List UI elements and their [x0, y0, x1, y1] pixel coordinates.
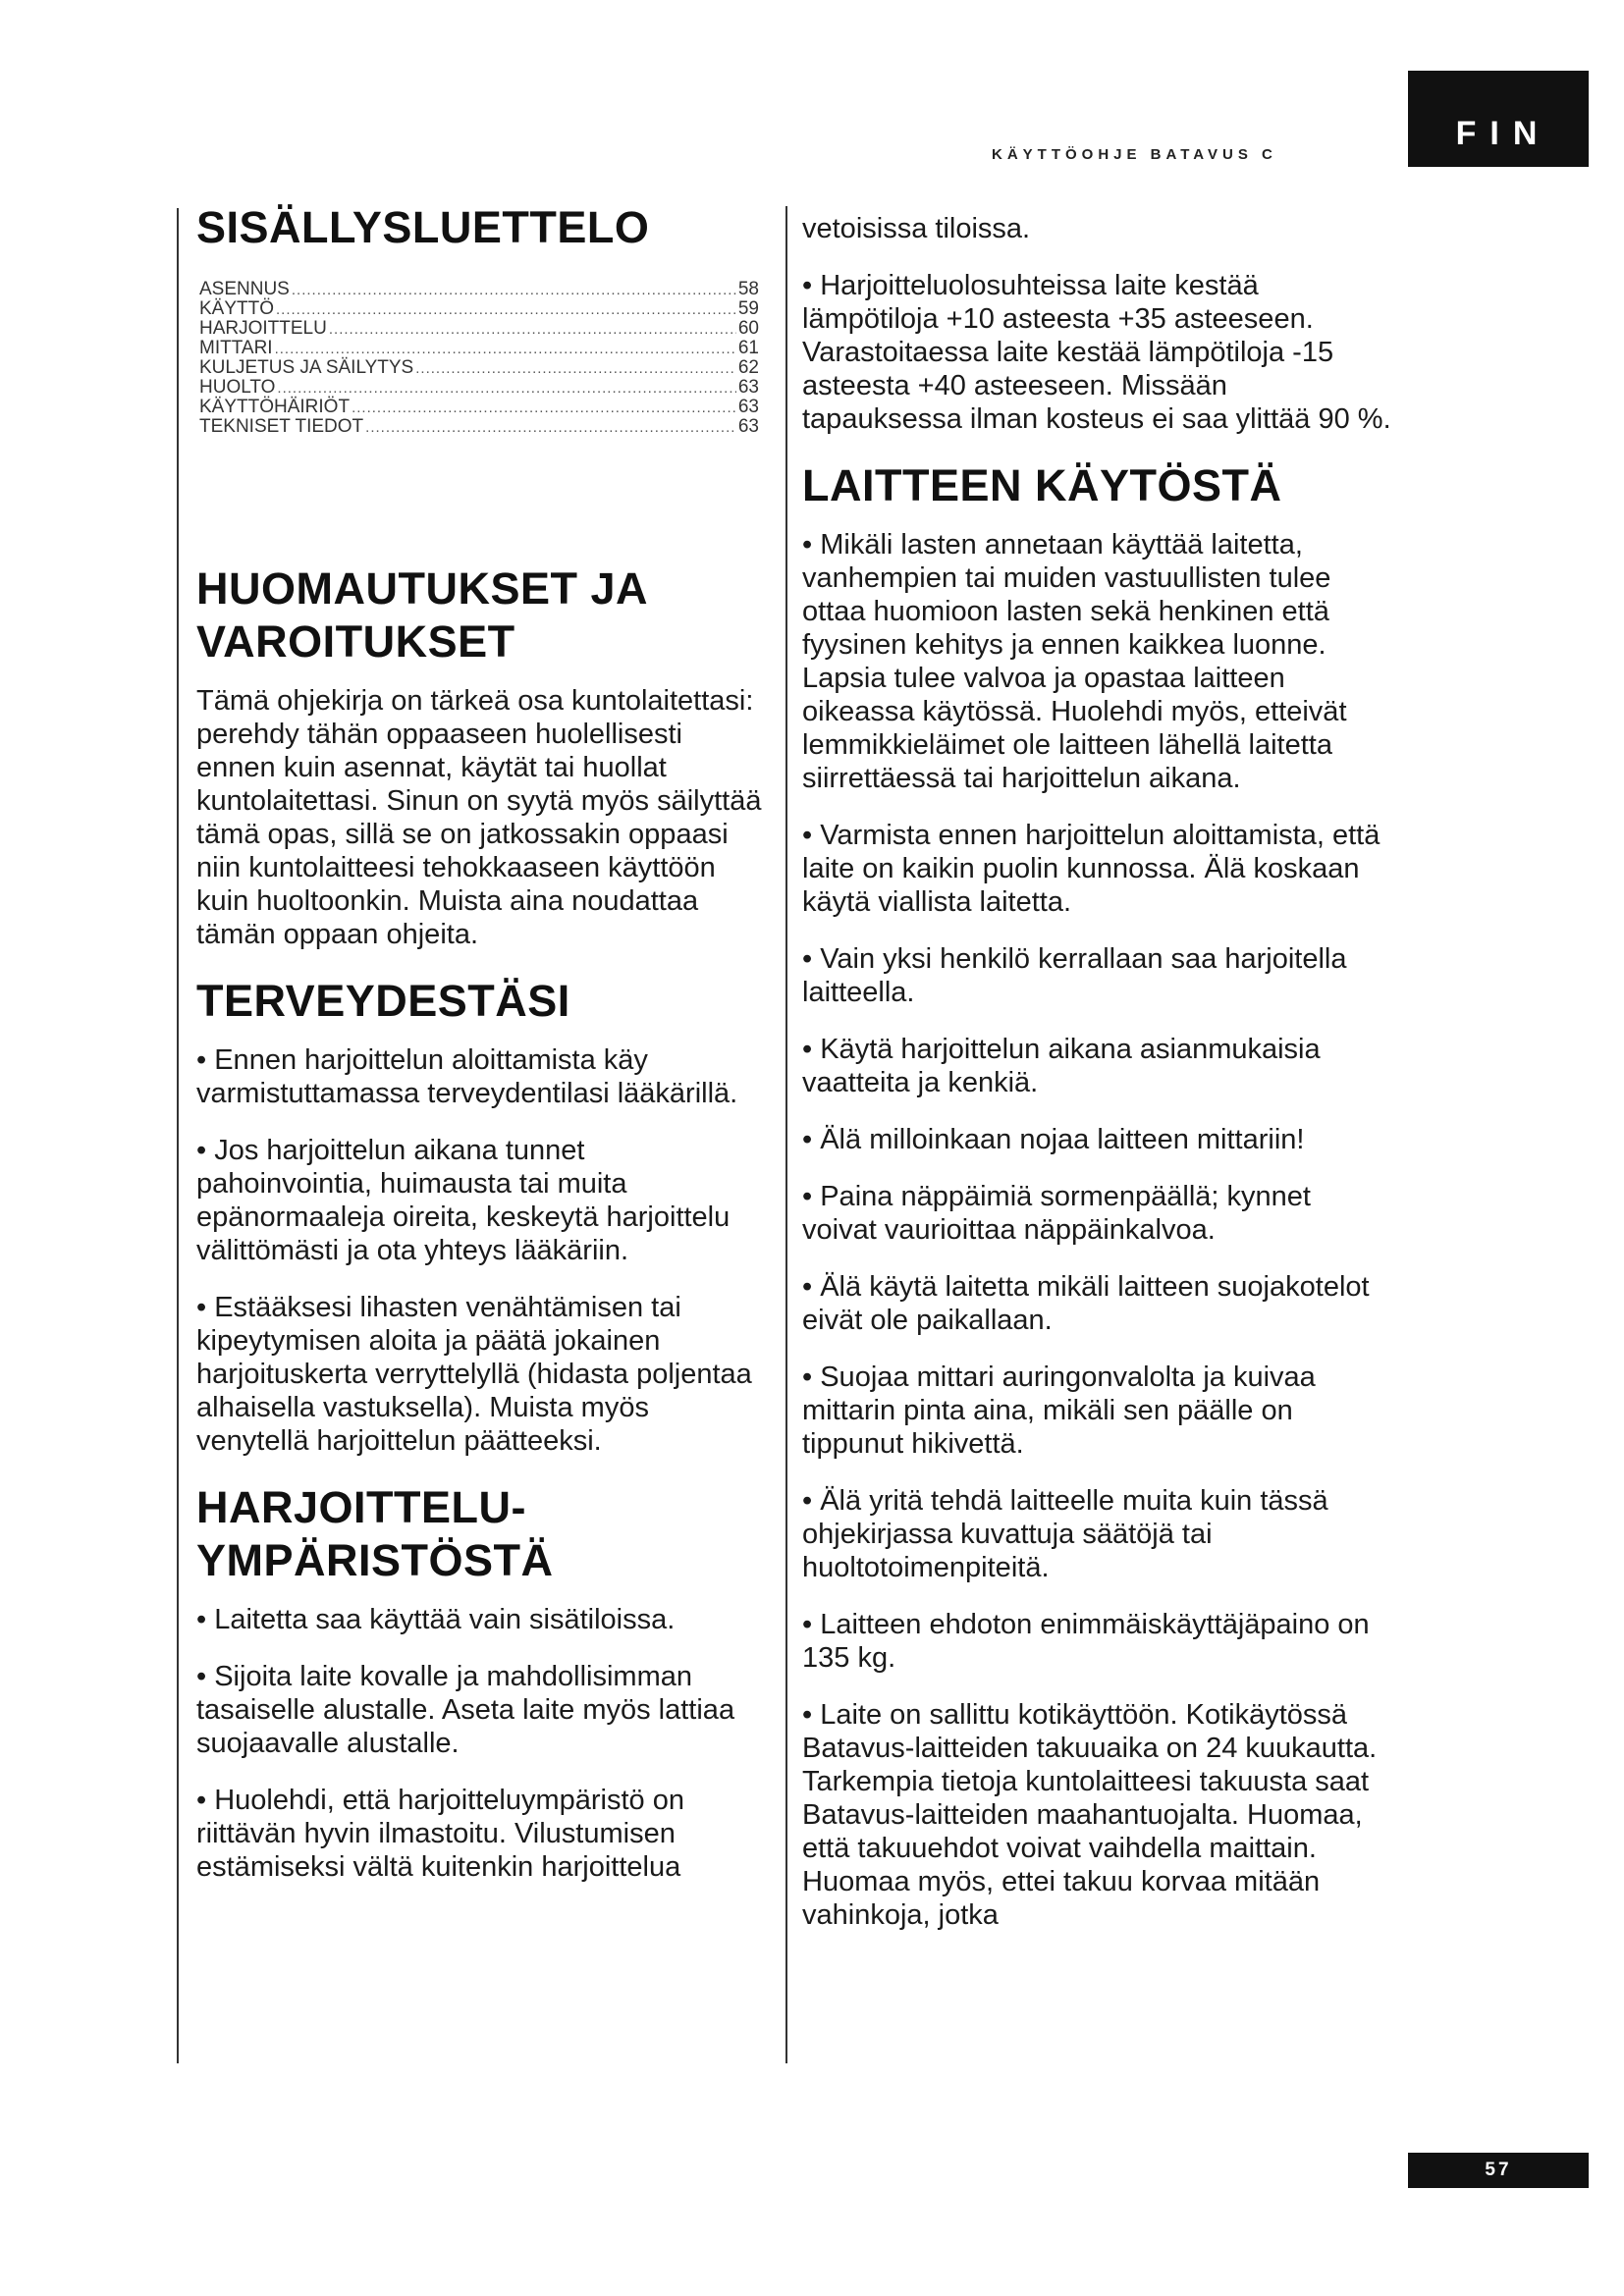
- toc-entry-title: HARJOITTELU: [199, 318, 327, 339]
- toc-entry-page: 61: [737, 338, 759, 358]
- toc-leader: [276, 300, 736, 320]
- toc-entry-page: 59: [737, 298, 759, 319]
- health-bullet: • Jos harjoittelun aikana tunnet pahoinvointia, huimausta tai muita epänormaaleja oireita, keskeytä harjoittelu välittömästi ja ota yhteys lääkäriin.: [196, 1134, 766, 1267]
- toc-entry-title: KÄYTTÖHÄIRIÖT: [199, 397, 351, 417]
- usage-bullet: • Laite on sallittu kotikäyttöön. Kotikäytössä Batavus-laitteiden takuuaika on 24 kuukautta. Tarkempia tietoja kuntolaitteesi takuusta saat Batavus-laitteiden maahantuojalta. Huomaa, että takuuehdot voivat vaihdella maittain. Huomaa myös, ettei takuu korvaa mitään vahinkoja, jotka: [802, 1698, 1391, 1932]
- usage-bullet: • Mikäli lasten annetaan käyttää laitetta, vanhempien tai muiden vastuullisten tulee ottaa huomioon lasten sekä henkinen että fyysinen kehitys ja ennen kaikkea luonne. Lapsia tulee valvoa ja opastaa laitteen oikeassa käytössä. Huolehdi myös, etteivät lemmikkieläimet ole laitteen lähellä laitetta siirrettäessä tai harjoittelun aikana.: [802, 528, 1391, 795]
- toc-entry: [199, 280, 759, 299]
- page-number: 57: [1408, 2153, 1589, 2188]
- toc-entry-title: KÄYTTÖ: [199, 298, 275, 319]
- health-heading: TERVEYDESTÄSI: [196, 976, 570, 1026]
- warnings-heading-line1: HUOMAUTUKSET JA: [196, 563, 649, 614]
- toc-entry-title: ASENNUS: [199, 279, 290, 299]
- usage-bullet: • Suojaa mittari auringonvalolta ja kuivaa mittarin pinta aina, mikäli sen päälle on tippunut hikivettä.: [802, 1361, 1391, 1461]
- toc-entry-page: 63: [737, 416, 759, 437]
- table-of-contents: [199, 280, 759, 437]
- environment-bullet: • Laitetta saa käyttää vain sisätiloissa.: [196, 1603, 766, 1636]
- environment-heading-line1: HARJOITTELU-: [196, 1482, 526, 1532]
- environment-heading-line2: YMPÄRISTÖSTÄ: [196, 1535, 554, 1585]
- usage-bullet: • Älä milloinkaan nojaa laitteen mittariin!: [802, 1123, 1391, 1156]
- toc-leader: [415, 359, 736, 379]
- continuation-text: vetoisissa tiloissa.: [802, 213, 1031, 244]
- toc-leader: [352, 399, 736, 418]
- health-bullet: • Ennen harjoittelun aloittamista käy varmistuttamassa terveydentilasi lääkärillä.: [196, 1043, 766, 1110]
- running-header: KÄYTTÖOHJE BATAVUS C: [992, 146, 1277, 163]
- environment-bullet: • Huolehdi, että harjoitteluympäristö on riittävän hyvin ilmastoitu. Vilustumisen estämiseksi vältä kuitenkin harjoittelua: [196, 1784, 766, 1884]
- toc-leader: [275, 340, 736, 359]
- environment-heading: [196, 1481, 766, 1587]
- toc-entry: [199, 417, 759, 437]
- toc-entry: [199, 378, 759, 398]
- toc-leader: [365, 418, 736, 438]
- environment-bullet: • Sijoita laite kovalle ja mahdollisimman tasaiselle alustalle. Aseta laite myös lattiaa suojaavalle alustalle.: [196, 1660, 766, 1760]
- toc-entry-title: KULJETUS JA SÄILYTYS: [199, 357, 414, 378]
- usage-bullet: • Laitteen ehdoton enimmäiskäyttäjäpaino on 135 kg.: [802, 1608, 1391, 1675]
- usage-bullet: • Varmista ennen harjoittelun aloittamista, että laite on kaikin puolin kunnossa. Älä koskaan käytä viallista laitetta.: [802, 819, 1391, 919]
- environment-bullet-cont: • Harjoitteluolosuhteissa laite kestää lämpötiloja +10 asteesta +35 asteeseen. Varastoitaessa laite kestää lämpötiloja -15 asteesta +40 asteeseen. Missään tapauksessa ilman kosteus ei saa ylittää 90 %.: [802, 269, 1391, 436]
- toc-entry: [199, 358, 759, 378]
- toc-entry-page: 58: [737, 279, 759, 299]
- usage-bullet: • Älä yritä tehdä laitteelle muita kuin tässä ohjekirjassa kuvattuja säätöjä tai huoltotoimenpiteitä.: [802, 1484, 1391, 1584]
- toc-entry: [199, 319, 759, 339]
- left-column: [196, 201, 766, 1884]
- health-bullet: • Estääksesi lihasten venähtämisen tai kipeytymisen aloita ja päätä jokainen harjoituskerta verryttelyllä (hidasta poljentaa alhaisella vastuksella). Muista myös venytellä harjoittelun päätteeksi.: [196, 1291, 766, 1458]
- toc-leader: [292, 281, 736, 300]
- toc-leader: [329, 320, 736, 340]
- toc-entry-page: 60: [737, 318, 759, 339]
- usage-bullet: • Paina näppäimiä sormenpäällä; kynnet voivat vaurioittaa näppäinkalvoa.: [802, 1180, 1391, 1247]
- usage-bullet: • Älä käytä laitetta mikäli laitteen suojakotelot eivät ole paikallaan.: [802, 1270, 1391, 1337]
- right-column: [802, 212, 1391, 1932]
- toc-entry: [199, 299, 759, 319]
- toc-entry-page: 63: [737, 397, 759, 417]
- toc-entry-page: 62: [737, 357, 759, 378]
- toc-heading: SISÄLLYSLUETTELO: [196, 202, 650, 252]
- language-badge: FIN: [1408, 71, 1589, 167]
- toc-leader: [277, 379, 735, 399]
- toc-entry: [199, 398, 759, 417]
- usage-bullet: • Käytä harjoittelun aikana asianmukaisia vaatteita ja kenkiä.: [802, 1033, 1391, 1099]
- toc-entry: [199, 339, 759, 358]
- usage-heading: LAITTEEN KÄYTÖSTÄ: [802, 460, 1282, 510]
- left-column-rule: [177, 208, 179, 2063]
- toc-entry-title: MITTARI: [199, 338, 273, 358]
- warnings-paragraph: Tämä ohjekirja on tärkeä osa kuntolaitettasi: perehdy tähän oppaaseen huolellisesti ennen kuin asennat, käytät tai huollat kuntolaitettasi. Sinun on syytä myös säilyttää tämä opas, sillä se on jatkossakin oppaasi niin kuntolaitteesi tehokkaaseen käyttöön kuin huoltoonkin. Muista aina noudattaa tämän oppaan ohjeita.: [196, 685, 762, 950]
- toc-entry-page: 63: [737, 377, 759, 398]
- right-column-rule: [785, 206, 787, 2063]
- warnings-heading: [196, 562, 766, 668]
- toc-entry-title: TEKNISET TIEDOT: [199, 416, 364, 437]
- usage-bullet: • Vain yksi henkilö kerrallaan saa harjoitella laitteella.: [802, 942, 1391, 1009]
- toc-entry-title: HUOLTO: [199, 377, 276, 398]
- warnings-heading-line2: VAROITUKSET: [196, 616, 515, 667]
